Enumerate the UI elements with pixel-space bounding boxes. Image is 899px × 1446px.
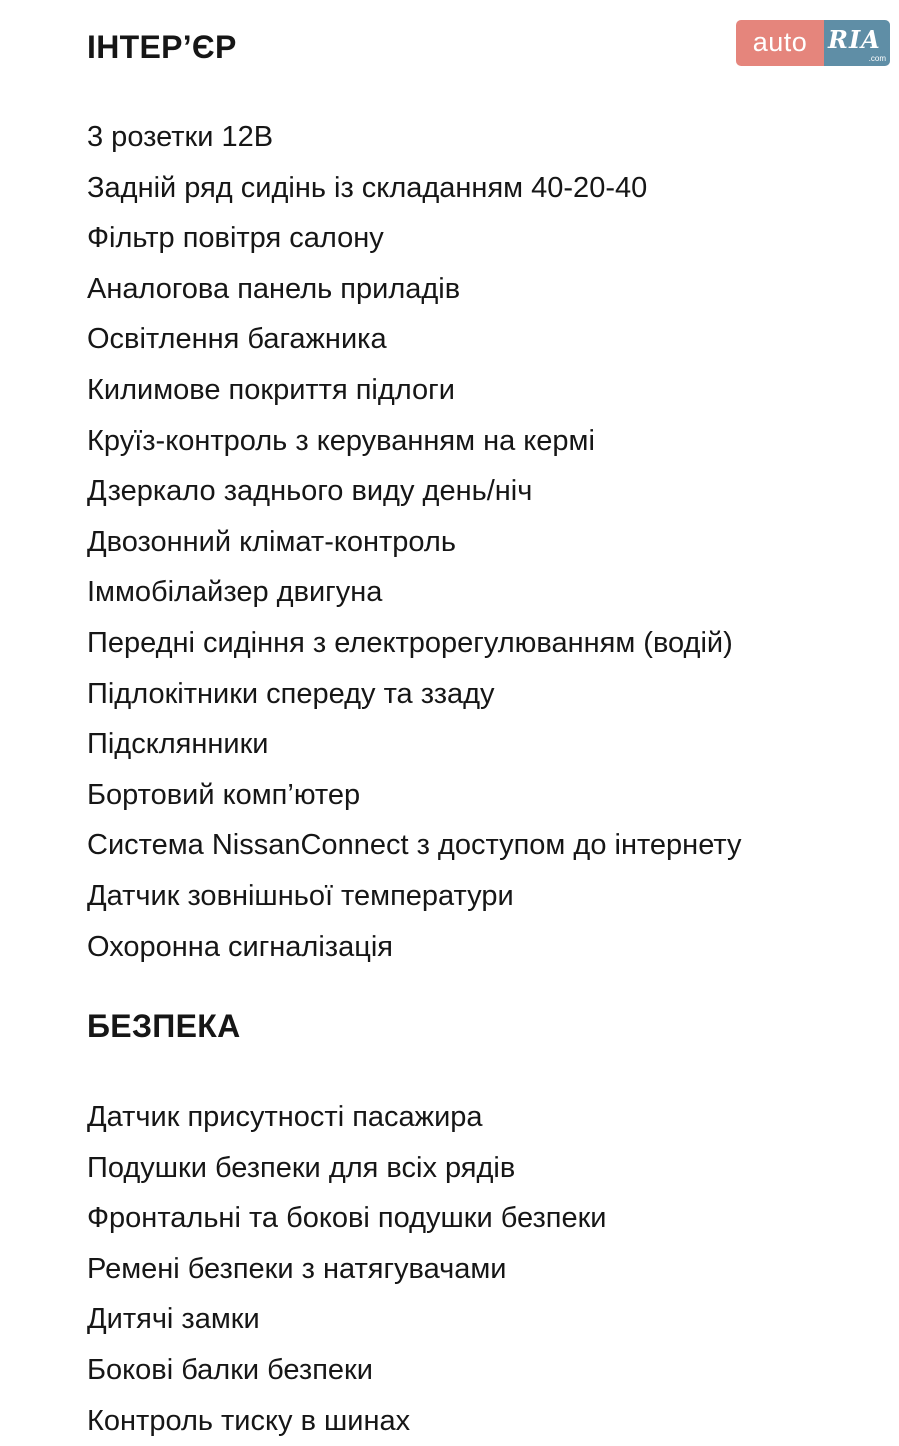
feature-item: Бортовий комп’ютер — [87, 778, 361, 811]
feature-item: Аналогова панель приладів — [87, 272, 461, 305]
feature-item: Передні сидіння з електрорегулюванням (водій) — [87, 626, 733, 659]
safety-section — [87, 1006, 859, 1446]
feature-item: Підсклянники — [87, 728, 269, 761]
feature-item: Датчик зовнішньої температури — [87, 879, 514, 912]
feature-item: Охоронна сигналізація — [87, 930, 393, 963]
interior-section — [87, 27, 859, 972]
feature-item: Датчик присутності пасажира — [87, 1101, 483, 1133]
safety-feature-list — [87, 1092, 859, 1446]
feature-item: Бокові балки безпеки — [87, 1353, 373, 1386]
feature-item: Задній ряд сидінь із складанням 40-20-40 — [87, 171, 648, 204]
feature-item: Подушки безпеки для всіх рядів — [87, 1151, 516, 1184]
feature-item: Килимове покриття підлоги — [87, 373, 455, 406]
safety-section-title: БЕЗПЕКА — [87, 1008, 241, 1044]
feature-item: Контроль тиску в шинах — [87, 1404, 411, 1437]
interior-section-title: ІНТЕР’ЄР — [87, 29, 237, 65]
logo-com-text: .com — [868, 54, 886, 63]
logo-ria-text: RIA — [828, 25, 881, 54]
feature-item: Круїз-контроль з керуванням на кермі — [87, 424, 595, 457]
interior-feature-list — [87, 112, 859, 972]
feature-item: Двозонний клімат-контроль — [87, 525, 456, 558]
feature-item: Освітлення багажника — [87, 323, 387, 356]
feature-item: 3 розетки 12В — [87, 121, 274, 153]
feature-item: Ремені безпеки з натягувачами — [87, 1252, 507, 1285]
feature-item: Система NissanConnect з доступом до інтернету — [87, 829, 742, 862]
feature-item: Іммобілайзер двигуна — [87, 576, 383, 609]
feature-item: Дзеркало заднього виду день/ніч — [87, 475, 533, 508]
logo-auto-part: auto — [736, 20, 824, 66]
feature-item: Фільтр повітря салону — [87, 222, 384, 255]
feature-item: Підлокітники спереду та ззаду — [87, 677, 495, 710]
feature-item: Дитячі замки — [87, 1303, 260, 1336]
feature-item: Фронтальні та бокові подушки безпеки — [87, 1202, 607, 1235]
